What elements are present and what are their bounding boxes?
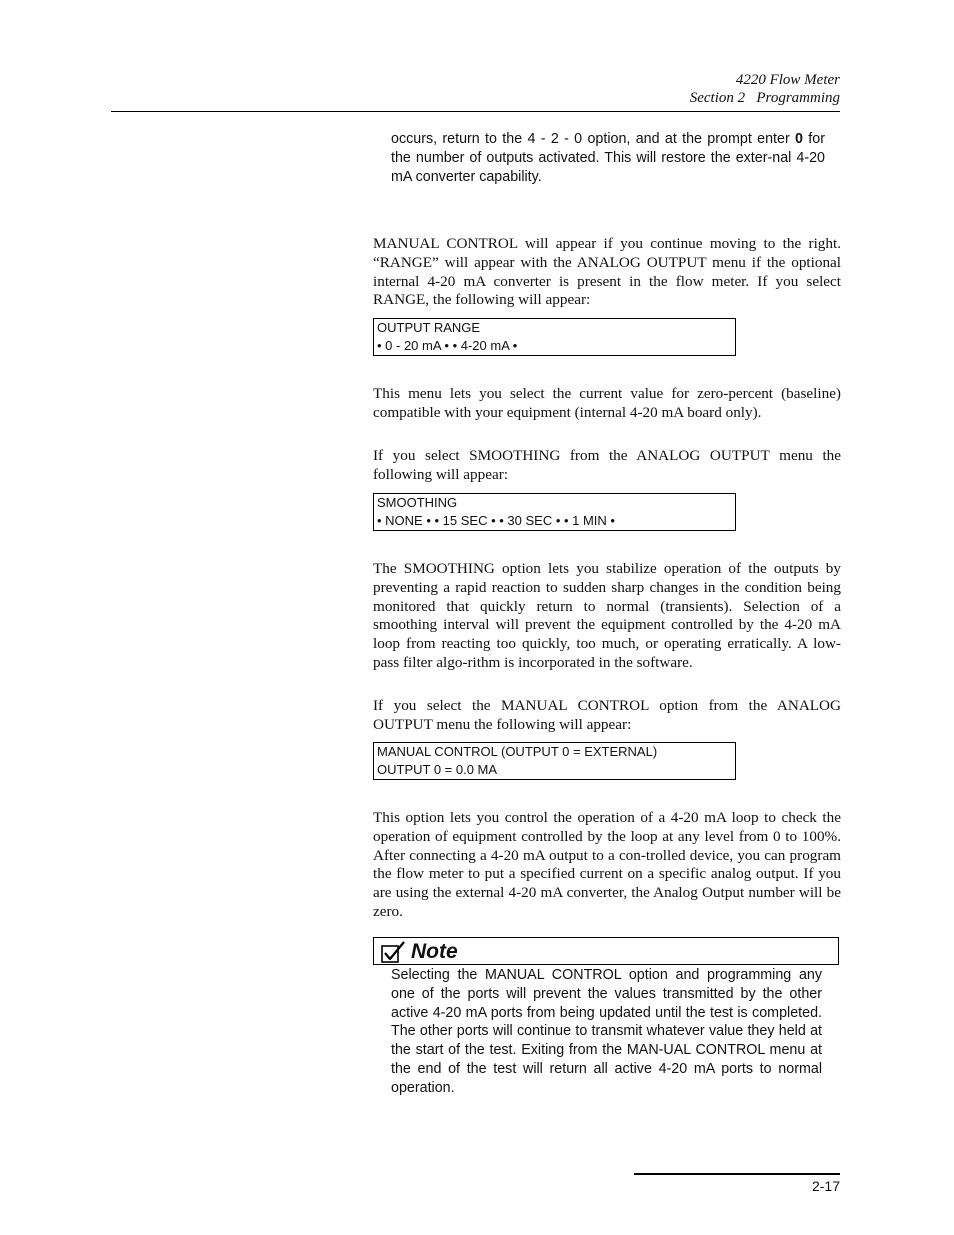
screen-line-1: OUTPUT RANGE bbox=[377, 320, 481, 335]
header-section: Section 2 Programming bbox=[689, 90, 840, 106]
note-header-box bbox=[373, 937, 839, 965]
screen-line-2: • NONE • • 15 SEC • • 30 SEC • • 1 MIN • bbox=[377, 513, 615, 528]
screen-output-range bbox=[373, 318, 736, 356]
paragraph-range-description: This menu lets you select the current value for zero-percent (baseline) compatible with your equipment (internal 4-20 mA board only). bbox=[373, 385, 841, 421]
note-body: Selecting the MANUAL CONTROL option and programming any one of the ports will prevent the values transmitted by the other active 4-20 mA ports from being updated until the test is completed. The other ports will continue to transmit whatever value they held at the start of the test. Exiting from the MAN-UAL CONTROL menu at the end of the test will return all active 4-20 mA ports to normal operation. bbox=[391, 967, 822, 1096]
note-title: Note bbox=[411, 940, 458, 963]
screen-line-1: SMOOTHING bbox=[377, 495, 458, 510]
paragraph-manual-control-select: If you select the MANUAL CONTROL option from the ANALOG OUTPUT menu the following will appear: bbox=[373, 697, 841, 733]
screen-line-1: MANUAL CONTROL (OUTPUT 0 = EXTERNAL) bbox=[377, 744, 658, 759]
page-number: 2-17 bbox=[811, 1178, 840, 1194]
paragraph-smoothing-intro: If you select SMOOTHING from the ANALOG OUTPUT menu the following will appear: bbox=[373, 447, 841, 483]
running-header bbox=[690, 71, 840, 107]
screen-manual-control bbox=[373, 742, 736, 780]
paragraph-manual-control-description: This option lets you control the operation of a 4-20 mA loop to check the operation of equipment controlled by the loop at any level from 0 to 100%. After connecting a 4-20 mA output to a con-trolled device, you can program the flow meter to put a specified current on a specific analog output. If you are using the external 4-20 mA converter, the Analog Output number will be zero. bbox=[373, 809, 841, 920]
continued-note-post: for the number of outputs activated. This will restore the exter-nal 4-20 mA converter capability. bbox=[391, 131, 825, 185]
header-divider bbox=[111, 111, 840, 112]
paragraph-manual-control-intro: MANUAL CONTROL will appear if you continue moving to the right. “RANGE” will appear with the ANALOG OUTPUT menu if the optional internal 4-20 mA converter is present in the flow meter. If you select RANGE, the following will appear: bbox=[373, 235, 841, 309]
checkbox-checked-icon bbox=[380, 940, 406, 964]
footer-divider bbox=[634, 1173, 840, 1175]
continued-note-pre: occurs, return to the 4 - 2 - 0 option, and at the prompt enter bbox=[391, 131, 796, 147]
screen-line-2: OUTPUT 0 = 0.0 MA bbox=[377, 762, 498, 777]
header-title: 4220 Flow Meter bbox=[735, 72, 840, 88]
screen-smoothing bbox=[373, 493, 736, 531]
continued-note-value: 0 bbox=[795, 131, 803, 147]
paragraph-smoothing-description: The SMOOTHING option lets you stabilize operation of the outputs by preventing a rapid reaction to sudden sharp changes in the condition being monitored that quickly return to normal (transients). Selection of a smoothing interval will prevent the equipment controlled by the 4-20 mA loop from reacting too quickly, too much, or operating erratically. A low-pass filter algo-rithm is incorporated in the software. bbox=[373, 560, 841, 671]
screen-line-2: • 0 - 20 mA • • 4-20 mA • bbox=[377, 338, 518, 353]
continued-note-text bbox=[391, 130, 825, 187]
